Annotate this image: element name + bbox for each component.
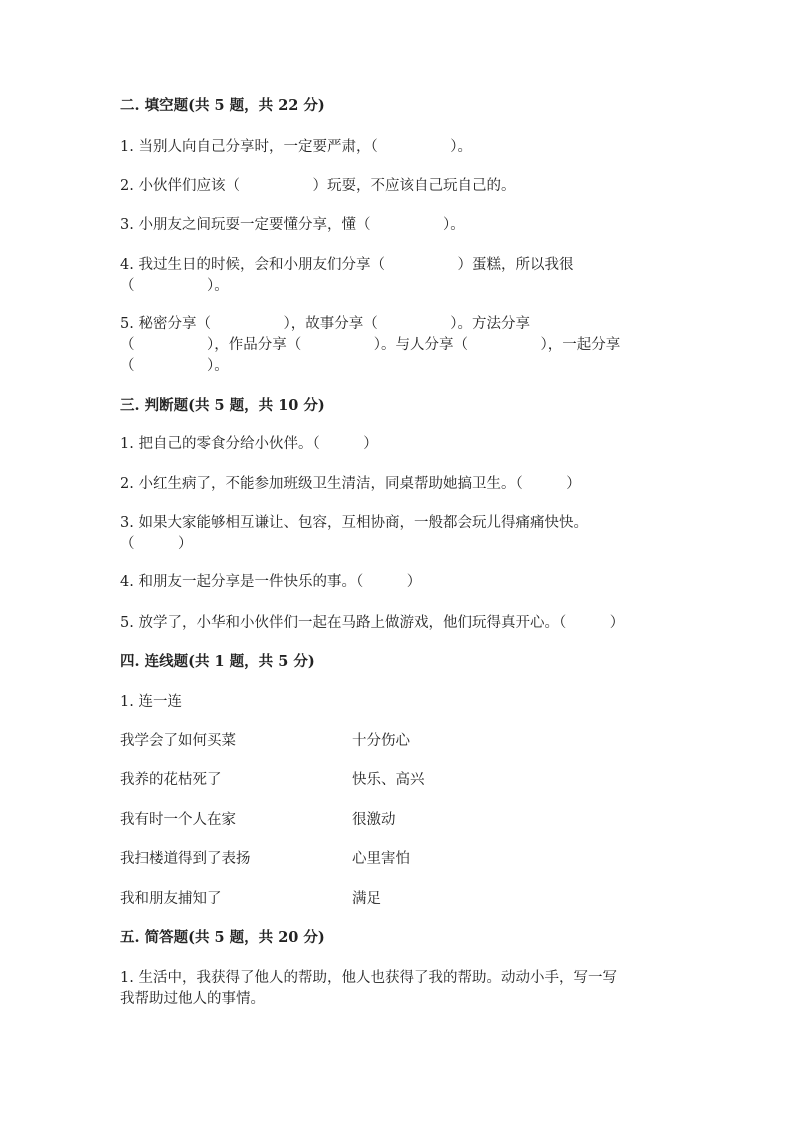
question-2-5-line1: 5. 秘密分享（ ），故事分享（ ）。方法分享 bbox=[120, 316, 530, 332]
match-left-2: 我养的花枯死了 bbox=[120, 772, 222, 788]
question-3-4: 4. 和朋友一起分享是一件快乐的事。（ ） bbox=[120, 574, 422, 590]
match-right-1: 十分伤心 bbox=[352, 733, 410, 749]
question-2-5-line2: （ ），作品分享（ ）。与人分享（ ），一起分享 bbox=[120, 337, 621, 353]
section-4-title: 四. 连线题(共 1 题，共 5 分) bbox=[120, 653, 315, 670]
section-5-title: 五. 简答题(共 5 题，共 20 分) bbox=[120, 929, 325, 946]
question-3-3-line1: 3. 如果大家能够相互谦让、包容，互相协商，一般都会玩儿得痛痛快快。 bbox=[120, 515, 588, 531]
question-4-1: 1. 连一连 bbox=[120, 694, 182, 710]
match-right-4: 心里害怕 bbox=[352, 851, 410, 867]
question-2-2: 2. 小伙伴们应该（ ）玩耍，不应该自己玩自己的。 bbox=[120, 178, 516, 194]
question-2-4-line1: 4. 我过生日的时候，会和小朋友们分享（ ）蛋糕，所以我很 bbox=[120, 257, 574, 273]
question-2-5-line3: （ ）。 bbox=[120, 358, 229, 374]
section-3-title: 三. 判断题(共 5 题，共 10 分) bbox=[120, 397, 325, 414]
question-3-5: 5. 放学了，小华和小伙伴们一起在马路上做游戏，他们玩得真开心。（ ） bbox=[120, 615, 625, 631]
question-5-1-line1: 1. 生活中，我获得了他人的帮助，他人也获得了我的帮助。动动小手，写一写 bbox=[120, 970, 617, 986]
match-left-3: 我有时一个人在家 bbox=[120, 812, 236, 828]
question-2-1: 1. 当别人向自己分享时，一定要严肃，（ ）。 bbox=[120, 139, 472, 155]
question-3-3-line2: （ ） bbox=[120, 536, 193, 552]
match-left-5: 我和朋友捕知了 bbox=[120, 891, 222, 907]
question-3-2: 2. 小红生病了，不能参加班级卫生清洁，同桌帮助她搞卫生。（ ） bbox=[120, 476, 581, 492]
match-left-4: 我扫楼道得到了表扬 bbox=[120, 851, 251, 867]
match-right-2: 快乐、高兴 bbox=[352, 772, 425, 788]
section-2-title: 二. 填空题(共 5 题，共 22 分) bbox=[120, 97, 325, 114]
match-right-3: 很激动 bbox=[352, 812, 396, 828]
question-3-1: 1. 把自己的零食分给小伙伴。（ ） bbox=[120, 436, 378, 452]
match-left-1: 我学会了如何买菜 bbox=[120, 733, 236, 749]
question-2-4-line2: （ ）。 bbox=[120, 278, 229, 294]
question-5-1-line2: 我帮助过他人的事情。 bbox=[120, 991, 265, 1007]
question-2-3: 3. 小朋友之间玩耍一定要懂分享，懂（ ）。 bbox=[120, 217, 465, 233]
match-right-5: 满足 bbox=[352, 891, 381, 907]
